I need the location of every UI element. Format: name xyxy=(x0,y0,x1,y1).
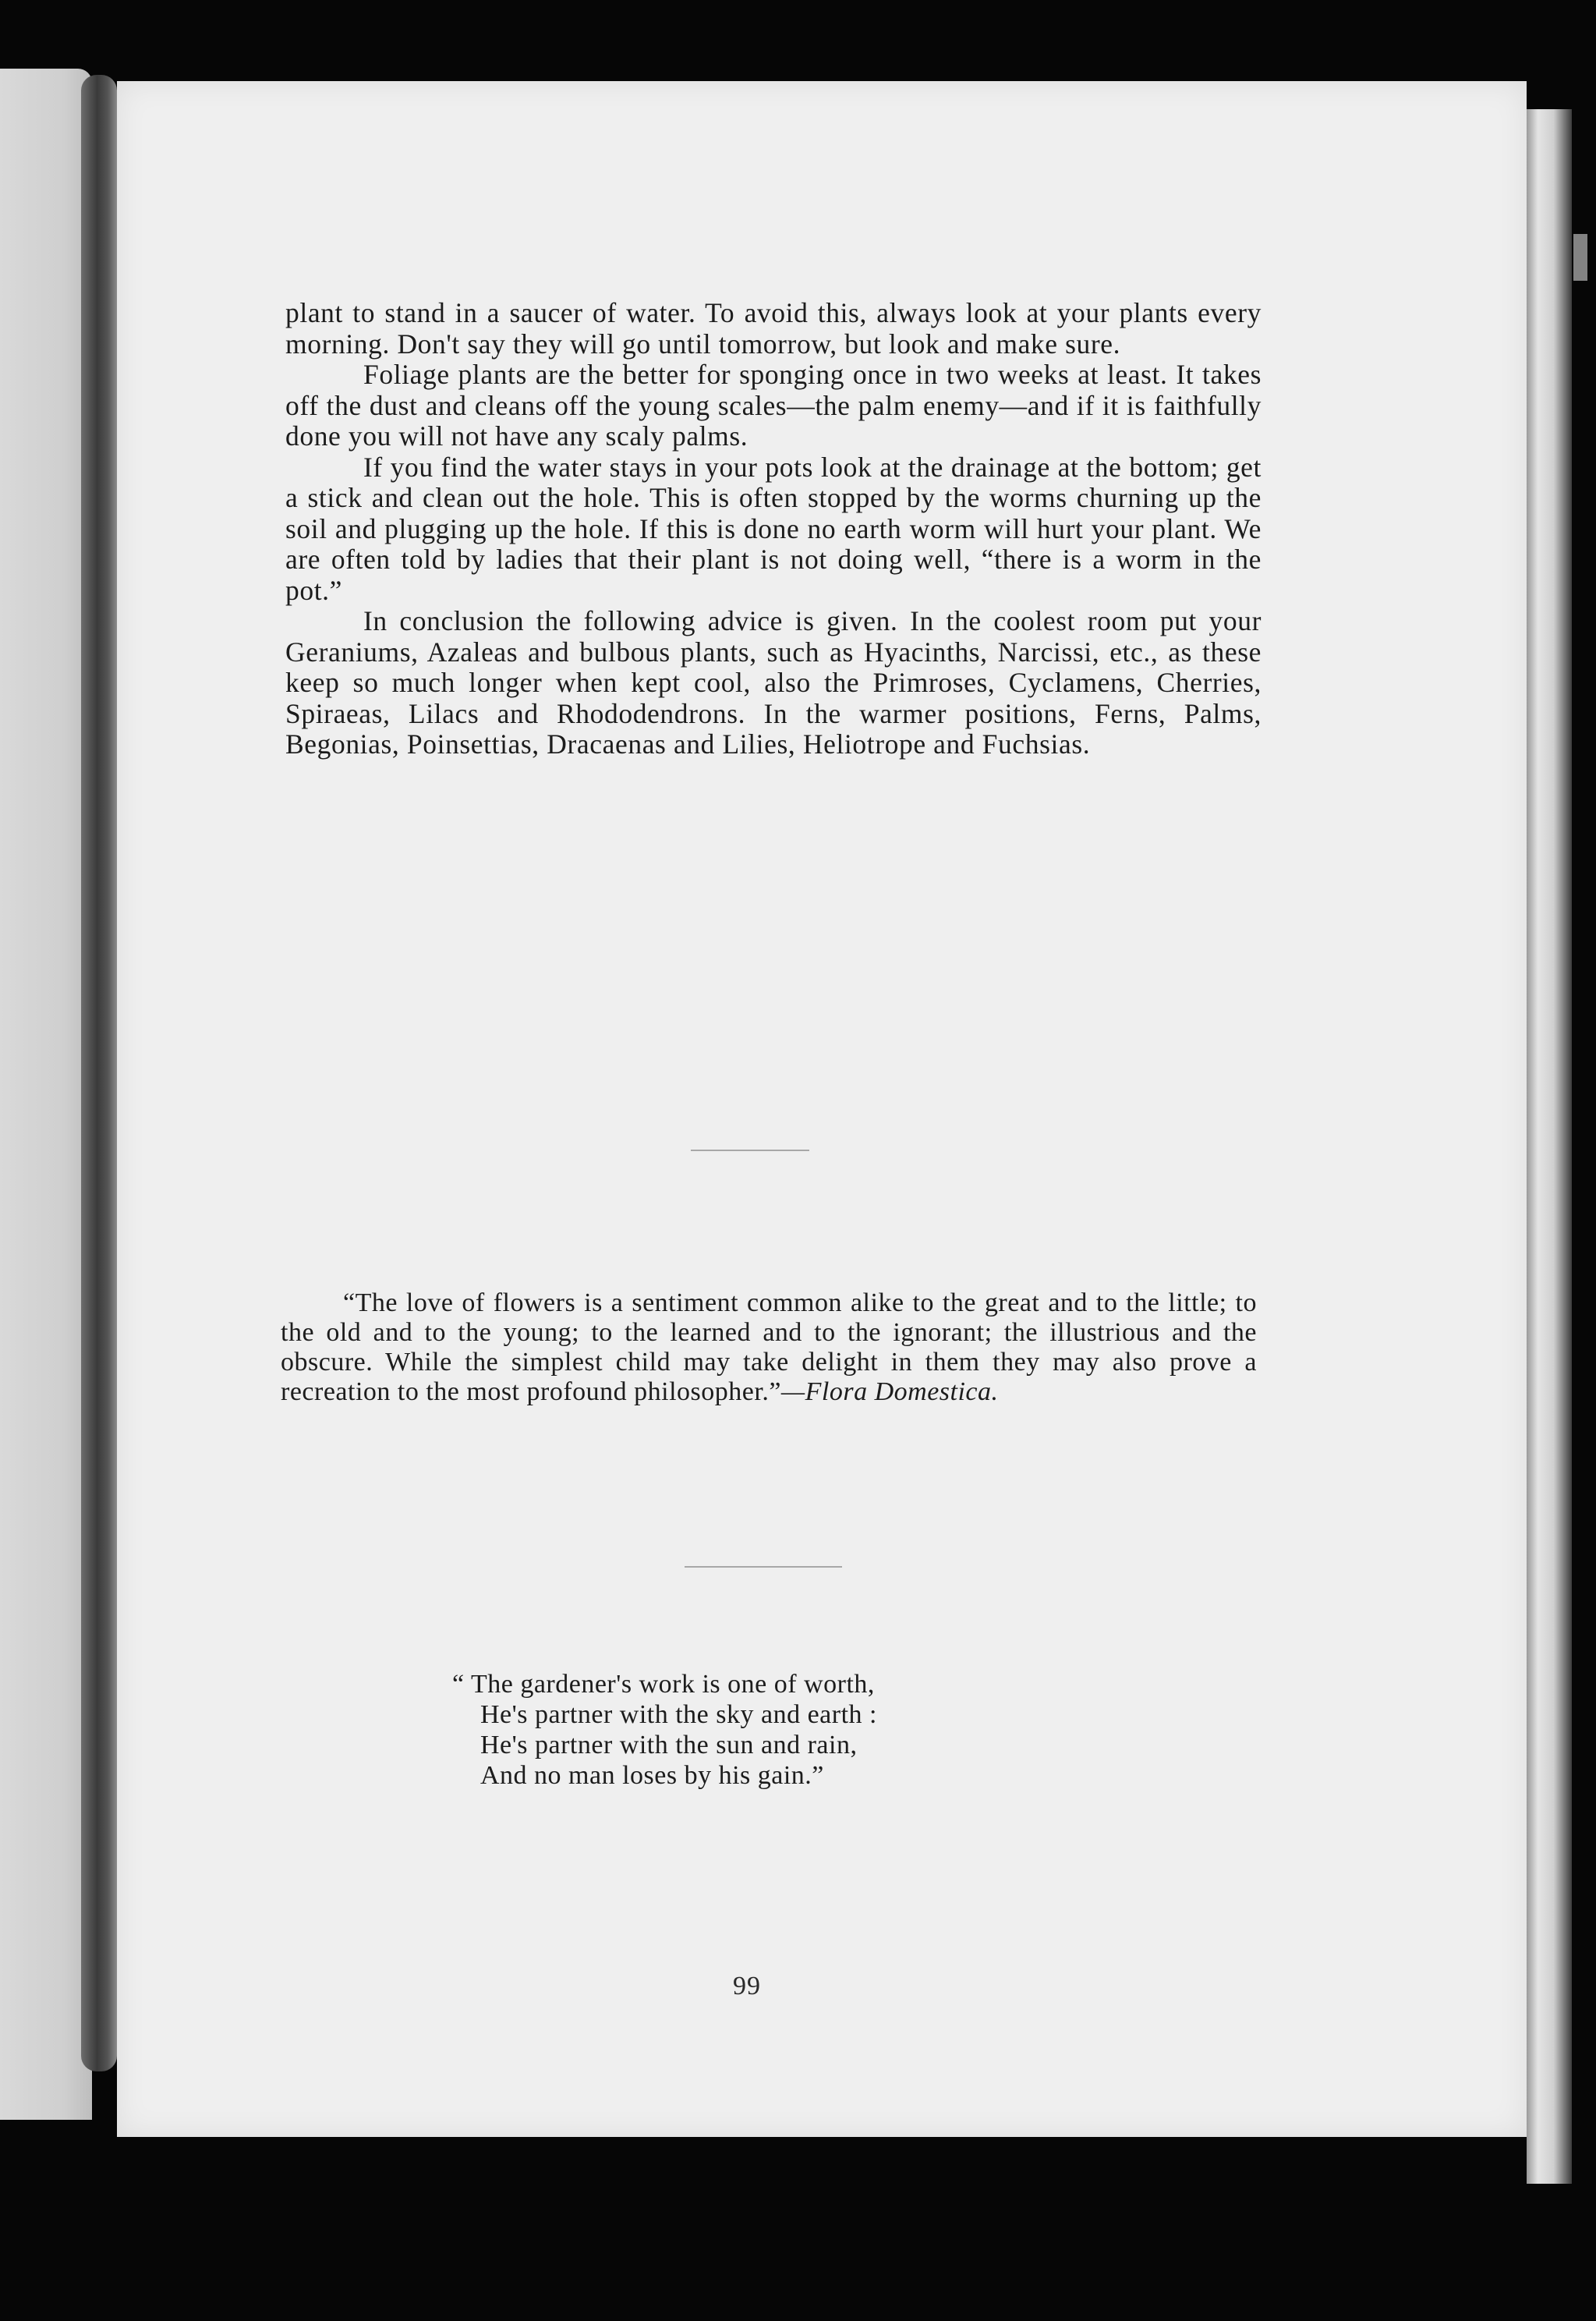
section-divider-2 xyxy=(685,1566,842,1568)
flora-domestica-quote xyxy=(281,1288,1257,1407)
verse-line-1: “ The gardener's work is one of worth, xyxy=(452,1670,875,1699)
verse-line-3: He's partner with the sun and rain, xyxy=(480,1731,858,1759)
quote-text: “The love of flowers is a sentiment common alike to the great and to the little; to the old and to the young; to the learned and to the ignorant; the illustrious and the obscure. While the simplest child may take delight in them they may also prove a recreation to the most profound philosopher.” xyxy=(281,1288,1257,1406)
right-page-edge xyxy=(1527,109,1572,2184)
page-edge-highlight xyxy=(1573,234,1587,281)
verse-line-4: And no man loses by his gain.” xyxy=(480,1761,824,1790)
gardener-verse xyxy=(452,1669,877,1791)
page-number: 99 xyxy=(733,1972,761,2000)
left-page-edge xyxy=(0,69,92,2120)
verse-line-2: He's partner with the sky and earth : xyxy=(480,1700,877,1729)
book-gutter xyxy=(81,75,117,2071)
paragraph-1: plant to stand in a saucer of water. To avoid this, always look at your plants every morning. Don't say they will go until tomorrow, but look and make sure. xyxy=(285,297,1262,360)
section-divider-1 xyxy=(691,1150,809,1151)
paragraph-2: Foliage plants are the better for sponging once in two weeks at least. It takes off the dust and cleans off the young scales—the palm enemy—and if it is faithfully done you will not have any scaly palms. xyxy=(285,359,1262,452)
quote-attribution: —Flora Domestica. xyxy=(780,1377,999,1406)
body-text xyxy=(285,298,1262,760)
paragraph-4: In conclusion the following advice is given. In the coolest room put your Geraniums, Azaleas and bulbous plants, such as Hyacinths, Narcissi, etc., as these keep so much longer when kept cool, also the Primroses, Cyclamens, Cherries, Spiraeas, Lilacs and Rhododendrons. In the warmer positions, Ferns, Palms, Begonias, Poinsettias, Dracaenas and Lilies, Heliotrope and Fuchsias. xyxy=(285,605,1262,760)
paragraph-3: If you find the water stays in your pots look at the drainage at the bottom; get a stick and clean out the hole. This is often stopped by the worms churning up the soil and plugging up the hole. If this is done no earth worm will hurt your plant. We are often told by ladies that their plant is not doing well, “there is a worm in the pot.” xyxy=(285,451,1262,606)
